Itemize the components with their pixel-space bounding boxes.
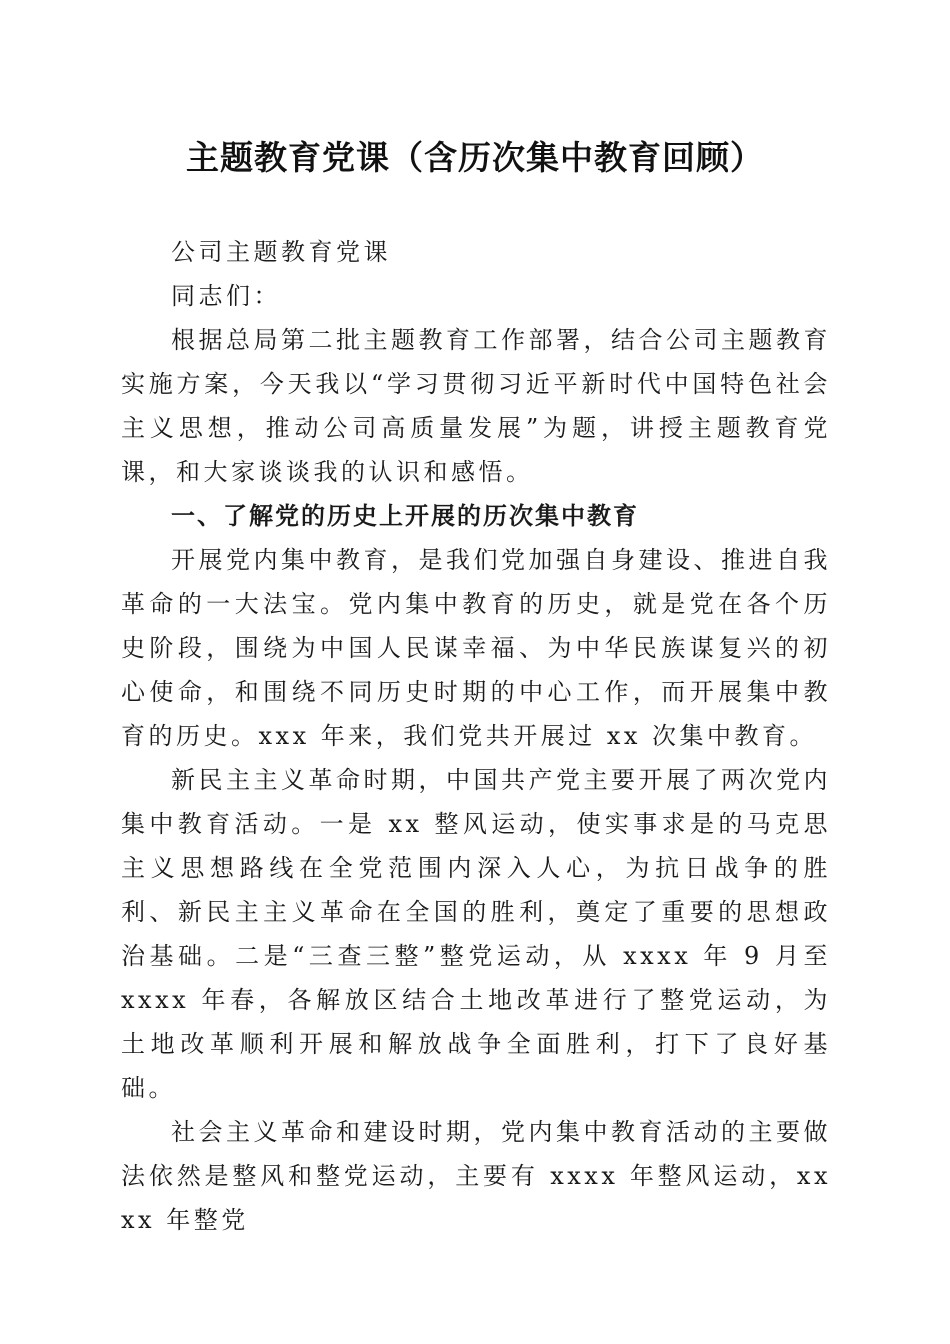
body-paragraph: 社会主义革命和建设时期，党内集中教育活动的主要做法依然是整风和整党运动，主要有 xxxx 年整风运动，xxxx 年整党 (121, 1118, 831, 1234)
greeting-paragraph: 同志们： (171, 282, 281, 310)
body-paragraph: 新民主主义革命时期，中国共产党主要开展了两次党内集中教育活动。一是 xx 整风运动，使实事求是的马克思主义思想路线在全党范围内深入人心，为抗日战争的胜利、新民主主义革命在全国的胜利，奠定了重要的思想政治基础。二是“三查三整”整党运动，从 xxxx 年 9 月至 xxxx 年春，各解放区结合土地改革进行了整党运动，为土地改革顺利开展和解放战争全面胜利，打下了良好基础。 (121, 766, 831, 1102)
section-heading: 一、了解党的历史上开展的历次集中教育 (171, 502, 639, 530)
intro-paragraph: 根据总局第二批主题教育工作部署，结合公司主题教育实施方案，今天我以“学习贯彻习近平新时代中国特色社会主义思想，推动公司高质量发展”为题，讲授主题教育党课，和大家谈谈我的认识和感悟。 (121, 326, 831, 486)
body-paragraph: 开展党内集中教育，是我们党加强自身建设、推进自我革命的一大法宝。党内集中教育的历史，就是党在各个历史阶段，围绕为中国人民谋幸福、为中华民族谋复兴的初心使命，和围绕不同历史时期的中心工作，而开展集中教育的历史。xxx 年来，我们党共开展过 xx 次集中教育。 (121, 546, 831, 750)
document-body (121, 230, 831, 1242)
document-title: 主题教育党课（含历次集中教育回顾） (186, 138, 764, 177)
subtitle-paragraph: 公司主题教育党课 (171, 238, 391, 266)
